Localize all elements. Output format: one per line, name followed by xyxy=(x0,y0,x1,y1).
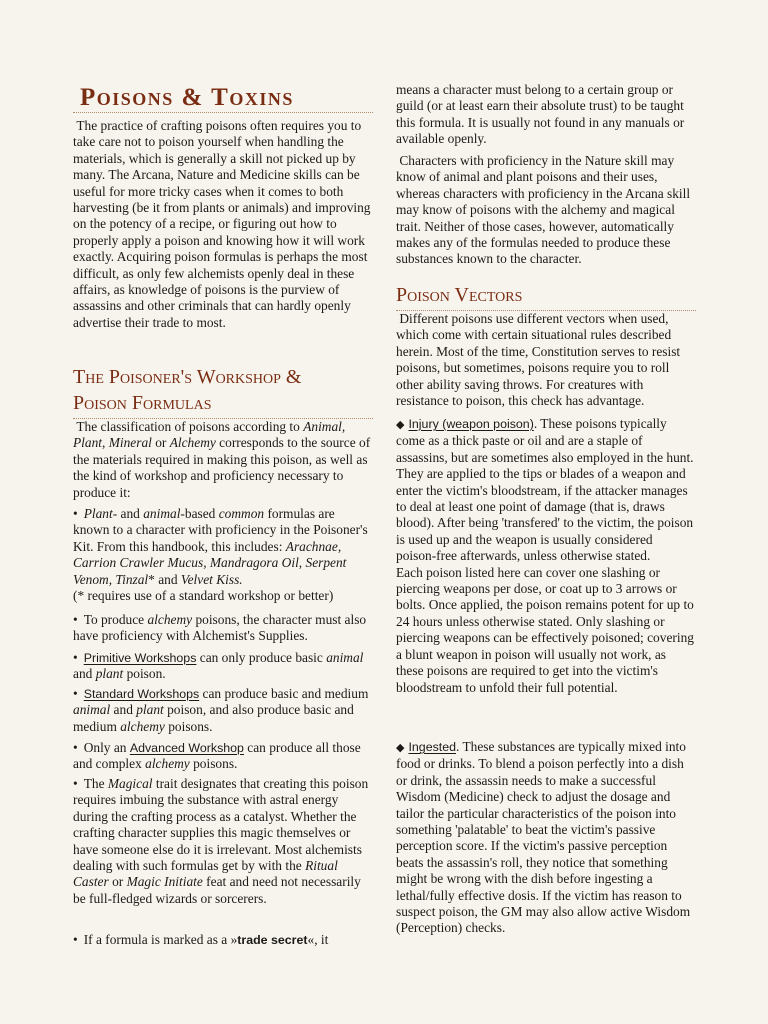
injury-more-text: Each poison listed here can cover one slashing or piercing weapons per dose, or coat up to 3 arrows or bolts. Once applied, the poison remains potent for up to 24 hours unless otherwise stated. Only slashing or piercing weapons can be effectively poisoned; covering a blunt weapon in poison will usually not work, as these poisons are required to get into the victim's bloodstream to unfold their full potential. xyxy=(396,564,694,695)
text: - and xyxy=(112,506,144,521)
text: Mineral xyxy=(108,435,152,451)
text: , xyxy=(341,419,346,434)
bullet-icon: • xyxy=(73,506,78,521)
text: animal xyxy=(326,650,364,665)
text: animal xyxy=(143,506,181,521)
text: To produce xyxy=(83,612,148,627)
vectors-intro xyxy=(396,311,696,409)
text: Only an xyxy=(83,740,130,755)
text: «, it xyxy=(307,932,329,947)
injury-label: Injury (weapon poison) xyxy=(408,417,534,431)
diamond-icon: ◆ xyxy=(396,419,405,431)
primitive-workshops-label: Primitive Workshops xyxy=(83,651,197,665)
vectors-heading-text: Poison Vectors xyxy=(396,284,523,306)
intro-text: The practice of crafting poisons often requires you to take care not to poison yourself when handling the materials, which is generally a skill not picked up by many. The Arcana, Nature and Medicine skills can be useful for more tricky cases when it comes to both harvesting (be it from plants or animals) and improving on the potency of a recipe, or figuring out how to properly apply a poison and knowing how it will work exactly. Acquiring poison formulas is perhaps the most difficult, as only few alchemists openly deal in these affairs, as knowledge of poisons is the purview of assassins and other criminals that can hardly openly advertise their trade to most. xyxy=(73,118,371,330)
text: and xyxy=(154,571,181,587)
text: common xyxy=(218,506,265,521)
bullet-icon: • xyxy=(73,740,78,755)
text: Arachnae, Carrion Crawler Mucus, Mandragora Oil, Serpent Venom, Tinzal xyxy=(73,538,347,587)
text: can produce all those and complex xyxy=(73,740,361,772)
text: Plant xyxy=(73,435,103,451)
text: trait designates that creating this poison requires imbuing the substance with astral energy during the crafting process as a catalyst. Whether the crafting character supplies this magic themselves or have someone else do it is irrelevant. Most alchemists dealing with such formulas get by with the xyxy=(73,776,369,874)
bullet-trade-secret xyxy=(73,932,373,948)
bullet-plant-animal xyxy=(73,506,373,604)
text: If a formula is marked as a » xyxy=(83,932,238,947)
nature-text: Characters with proficiency in the Nature skill may know of animal and plant poisons and their uses, whereas characters with proficiency in the Arcana skill may know of poisons with the alchemy and magical trait. Neither of those cases, however, automatically makes any of the formulas needed to produce these substances known to the character. xyxy=(396,153,691,267)
workshop-heading-line2: Poison Formulas xyxy=(73,392,212,414)
bullet-icon: • xyxy=(73,686,78,701)
trade-secret-label: trade secret xyxy=(237,933,308,947)
text: plant xyxy=(136,702,164,718)
text: animal xyxy=(73,702,111,718)
ingested-paragraph xyxy=(396,739,696,937)
text: Magic Initiate xyxy=(126,874,203,890)
text: can only produce basic xyxy=(196,650,327,665)
title-rule xyxy=(73,112,373,113)
text: * xyxy=(148,571,155,587)
text: poison, and also produce basic and medium xyxy=(73,702,354,734)
trade-secret-continued: means a character must belong to a certain group or guild (or at least earn their absolute trust) to be taught this formula. It is usually not found in any manuals or available openly. xyxy=(396,82,685,147)
text: poison. xyxy=(123,666,166,682)
bullet-primitive xyxy=(73,650,373,683)
text: and xyxy=(73,666,96,682)
standard-workshops-label: Standard Workshops xyxy=(83,687,200,701)
text: or xyxy=(151,435,170,451)
text: alchemy xyxy=(147,612,193,627)
text: alchemy xyxy=(145,756,190,772)
ingested-text: . These substances are typically mixed into food or drinks. To blend a poison perfectly into a dish or drink, the assassin needs to make a successful Wisdom (Medicine) check to adjust the dosage and tailor the particular characteristics of the poison into something 'palatable' to beat the victim's passive perception score. If the victim's passive perception beats the assassin's roll, they notice that something might be wrong with the dish before ingesting a lethal/fully effective dosis. If the victim has reason to suspect poison, the GM may also allow active Wisdom (Perception) checks. xyxy=(396,739,691,936)
diamond-icon: ◆ xyxy=(396,742,405,754)
text: Magical xyxy=(107,776,153,791)
injury-text: . These poisons typically come as a thick paste or oil and are a staple of assassins, but are sometimes also employed in the hunt. They are applied to the tips or blades of a weapon and enter the victim's bloodstream, if the attacker manages to deal at least one point of damage (that is, draws blood). After being 'transfered' to the victim, the poison is used up and the weapon is usually considered poison-free afterwards, unless otherwise stated. xyxy=(396,416,694,564)
text: , xyxy=(102,435,109,451)
text: The xyxy=(83,776,108,791)
text: Animal xyxy=(303,419,342,434)
bullet-alchemy xyxy=(73,612,373,645)
bullet-magical xyxy=(73,776,373,907)
workshop-heading-line1: The Poisoner's Workshop & xyxy=(73,366,302,388)
text: poisons. xyxy=(189,756,238,772)
advanced-workshop-label: Advanced Workshop xyxy=(129,741,244,755)
text: plant xyxy=(95,666,124,682)
bullet-standard xyxy=(73,686,373,735)
text: Ritual Caster xyxy=(73,858,338,890)
classification-paragraph xyxy=(73,419,373,501)
text: poisons, the character must also have proficiency with Alchemist's Supplies. xyxy=(73,612,367,644)
text: can produce basic and medium xyxy=(199,686,369,701)
bullet-icon: • xyxy=(73,932,78,947)
text: feat and need not necessarily be full-fledged wizards or sorcerers. xyxy=(73,874,361,906)
bullet-icon: • xyxy=(73,776,78,791)
vectors-intro-text: Different poisons use different vectors when used, which come with certain situational rules described herein. Most of the time, Constitution serves to resist poisons, but sometimes, poisons require you to roll other ability saving throws. For creatures with resistance to poison, this check has advantage. xyxy=(396,311,681,409)
text: poisons. xyxy=(164,718,213,734)
text: Velvet Kiss. xyxy=(180,571,243,587)
page-title: Poisons & Toxins xyxy=(80,84,294,111)
bullet-icon: • xyxy=(73,650,78,665)
nature-paragraph xyxy=(396,153,696,268)
vectors-heading xyxy=(396,282,696,311)
injury-paragraph xyxy=(396,416,696,696)
text: The classification of poisons according to xyxy=(76,419,304,434)
ingested-label: Ingested xyxy=(408,740,457,754)
text: formulas are known to a character with proficiency in the Poisoner's Kit. From this handbook, this includes: xyxy=(73,506,368,554)
text: Plant xyxy=(83,506,113,521)
workshop-heading xyxy=(73,364,373,419)
text: -based xyxy=(180,506,219,521)
text: or xyxy=(108,874,127,890)
text: corresponds to the source of the materials required in making this poison, as well as the kind of workshop and proficiency necessary to produce it: xyxy=(73,435,371,500)
bullet-advanced xyxy=(73,740,373,773)
bullet-icon: • xyxy=(73,612,78,627)
text: (* requires use of a standard workshop or better) xyxy=(73,588,334,604)
text: and xyxy=(110,702,137,718)
text: alchemy xyxy=(120,718,165,734)
text: Alchemy xyxy=(169,435,216,451)
intro-paragraph xyxy=(73,118,373,331)
